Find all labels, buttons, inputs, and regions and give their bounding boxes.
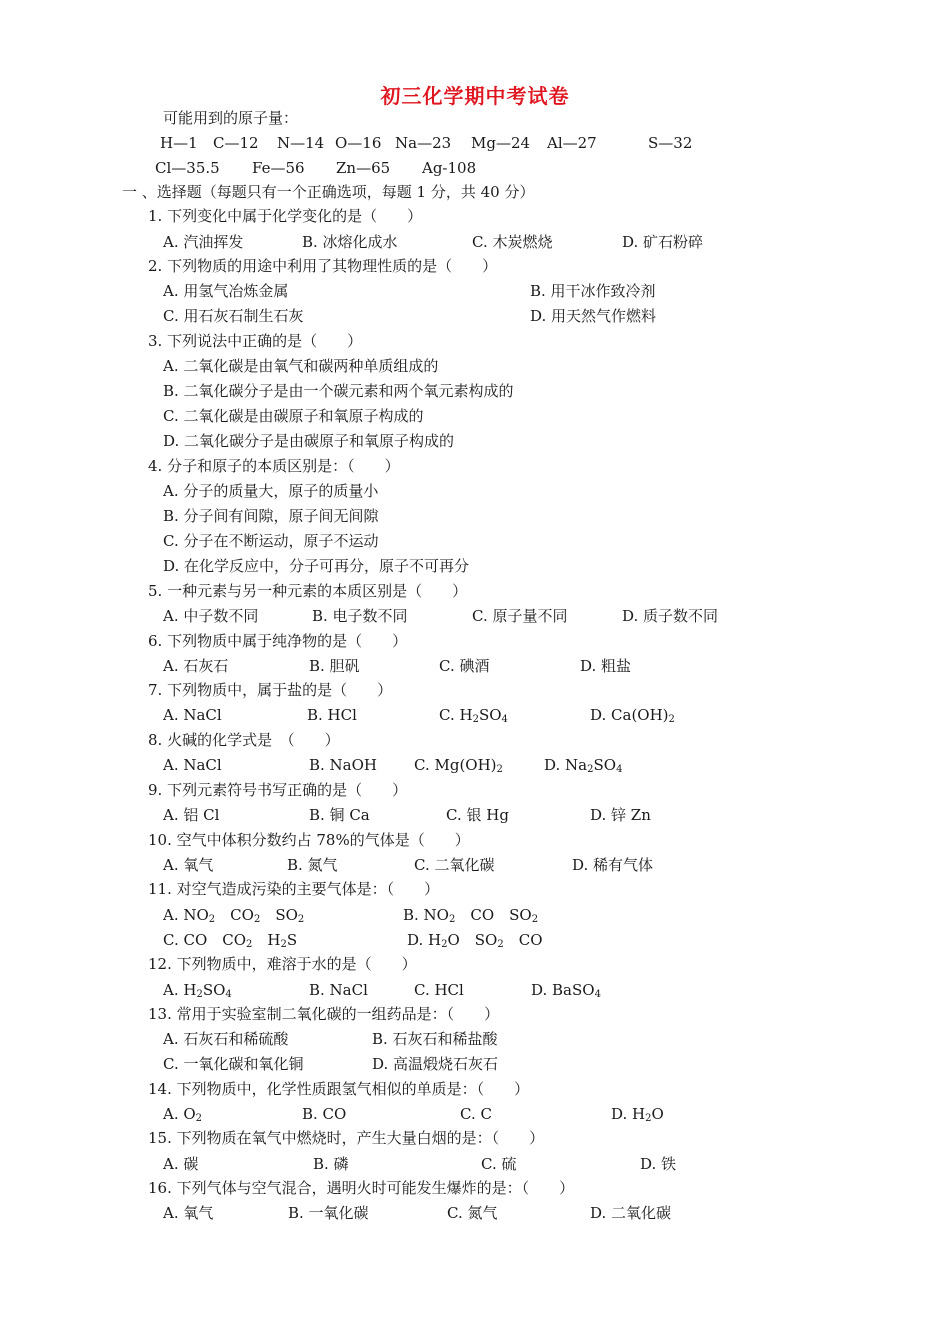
answer-option: A. 石灰石: [163, 657, 229, 675]
answer-option: D. $H_2O$ $SO_2$ CO: [407, 931, 543, 950]
question-stem: 12. 下列物质中，难溶于水的是（ ）: [148, 955, 417, 973]
answer-option: D. $H_2O$: [611, 1105, 664, 1124]
answer-option: B. $NO_2$ CO $SO_2$: [403, 906, 539, 925]
answer-option: C. 木炭燃烧: [472, 233, 553, 251]
answer-option: B. 冰熔化成水: [302, 233, 398, 251]
question-stem: 4. 分子和原子的本质区别是：（ ）: [148, 457, 400, 475]
answer-option: D. 矿石粉碎: [622, 233, 704, 251]
atomic-mass: Cl—35.5: [155, 159, 220, 177]
answer-option: A. 氧气: [163, 1204, 214, 1222]
question-stem: 5. 一种元素与另一种元素的本质区别是（ ）: [148, 582, 468, 600]
answer-option: C. 硫: [481, 1155, 517, 1173]
answer-option: A. $H_2SO_4$: [163, 981, 232, 1000]
answer-option: A. 用氢气冶炼金属: [163, 282, 289, 300]
atomic-mass: N—14: [277, 134, 325, 152]
answer-option: D. 质子数不同: [622, 607, 719, 625]
answer-option: A. 分子的质量大，原子的质量小: [163, 482, 379, 500]
answer-option: B. 用干冰作致冷剂: [530, 282, 656, 300]
answer-option: D. 二氧化碳: [590, 1204, 672, 1222]
question-stem: 2. 下列物质的用途中利用了其物理性质的是（ ）: [148, 257, 498, 275]
question-stem: 3. 下列说法中正确的是（ ）: [148, 332, 363, 350]
answer-option: C. $H_2SO_4$: [439, 706, 508, 725]
question-stem: 9. 下列元素符号书写正确的是（ ）: [148, 781, 408, 799]
question-stem: 10. 空气中体积分数约占 78%的气体是（ ）: [148, 831, 470, 849]
answer-option: C. 银 Hg: [446, 806, 509, 824]
atomic-mass: Al—27: [547, 134, 597, 152]
page-title: 初三化学期中考试卷: [380, 84, 570, 108]
answer-option: B. CO: [302, 1105, 347, 1123]
answer-option: B. 一氧化碳: [288, 1204, 369, 1222]
answer-option: D. 锌 Zn: [590, 806, 651, 824]
atomic-mass: S—32: [648, 134, 693, 152]
answer-option: A. NaCl: [163, 756, 222, 774]
atomic-mass: O—16: [335, 134, 382, 152]
answer-option: A. 汽油挥发: [163, 233, 244, 251]
answer-option: A. 石灰石和稀硫酸: [163, 1030, 289, 1048]
atomic-mass: Na—23: [395, 134, 452, 152]
answer-option: A. 二氧化碳是由氧气和碳两种单质组成的: [163, 357, 439, 375]
answer-option: C. HCl: [414, 981, 464, 999]
answer-option: B. NaCl: [309, 981, 368, 999]
question-stem: 7. 下列物质中，属于盐的是（ ）: [148, 681, 393, 699]
answer-option: C. CO $CO_2$ $H_2S$: [163, 931, 298, 950]
answer-option: C. $Mg(OH)_2$: [414, 756, 503, 775]
atomic-mass: Ag-108: [422, 159, 477, 177]
answer-option: D. $Na_2SO_4$: [544, 756, 623, 775]
answer-option: A. NaCl: [163, 706, 222, 724]
atomic-mass: Mg—24: [471, 134, 531, 152]
answer-option: D. 二氧化碳分子是由碳原子和氧原子构成的: [163, 432, 455, 450]
answer-option: B. 磷: [313, 1155, 349, 1173]
atomic-mass: H—1: [160, 134, 198, 152]
answer-option: D. $Ca(OH)_2$: [590, 706, 675, 725]
answer-option: B. NaOH: [309, 756, 378, 774]
question-stem: 15. 下列物质在氧气中燃烧时，产生大量白烟的是：（ ）: [148, 1129, 545, 1147]
answer-option: B. 石灰石和稀盐酸: [372, 1030, 498, 1048]
section-heading: 一 、选择题（每题只有一个正确选项，每题 1 分，共 40 分）: [122, 183, 535, 201]
question-stem: 6. 下列物质中属于纯净物的是（ ）: [148, 632, 408, 650]
atomic-mass: C—12: [213, 134, 259, 152]
answer-option: D. 高温煅烧石灰石: [372, 1055, 499, 1073]
answer-option: B. 铜 Ca: [309, 806, 370, 824]
answer-option: C. 二氧化碳是由碳原子和氧原子构成的: [163, 407, 424, 425]
answer-option: A. 碳: [163, 1155, 199, 1173]
answer-option: D. 用天然气作燃料: [530, 307, 657, 325]
answer-option: C. 用石灰石制生石灰: [163, 307, 304, 325]
answer-option: B. 电子数不同: [312, 607, 408, 625]
answer-option: C. 一氧化碳和氧化铜: [163, 1055, 304, 1073]
question-stem: 11. 对空气造成污染的主要气体是：（ ）: [148, 880, 440, 898]
answer-option: A. 氧气: [163, 856, 214, 874]
masses-label: 可能用到的原子量：: [163, 109, 299, 127]
question-stem: 13. 常用于实验室制二氧化碳的一组药品是：（ ）: [148, 1005, 500, 1023]
answer-option: B. 氮气: [287, 856, 338, 874]
answer-option: A. 铝 Cl: [163, 806, 220, 824]
answer-option: C. 分子在不断运动，原子不运动: [163, 532, 379, 550]
answer-option: A. 中子数不同: [163, 607, 259, 625]
answer-option: A. $NO_2$ $CO_2$ $SO_2$: [163, 906, 305, 925]
answer-option: D. 稀有气体: [572, 856, 654, 874]
question-stem: 1. 下列变化中属于化学变化的是（ ）: [148, 207, 423, 225]
answer-option: C. 碘酒: [439, 657, 490, 675]
answer-option: C. 原子量不同: [472, 607, 568, 625]
answer-option: A. $O_2$: [163, 1105, 203, 1124]
answer-option: B. HCl: [307, 706, 357, 724]
question-stem: 14. 下列物质中，化学性质跟氢气相似的单质是：（ ）: [148, 1080, 530, 1098]
answer-option: B. 分子间有间隙，原子间无间隙: [163, 507, 379, 525]
atomic-mass: Zn—65: [336, 159, 391, 177]
answer-option: C. 氮气: [447, 1204, 498, 1222]
answer-option: B. 二氧化碳分子是由一个碳元素和两个氧元素构成的: [163, 382, 514, 400]
answer-option: D. BaSO$_4$: [531, 981, 601, 1000]
answer-option: D. 粗盐: [580, 657, 632, 675]
answer-option: D. 铁: [640, 1155, 677, 1173]
answer-option: D. 在化学反应中，分子可再分，原子不可再分: [163, 557, 470, 575]
answer-option: C. C: [460, 1105, 492, 1123]
question-stem: 16. 下列气体与空气混合，遇明火时可能发生爆炸的是：（ ）: [148, 1179, 575, 1197]
answer-option: C. 二氧化碳: [414, 856, 495, 874]
answer-option: B. 胆矾: [309, 657, 360, 675]
atomic-mass: Fe—56: [252, 159, 305, 177]
question-stem: 8. 火碱的化学式是 （ ）: [148, 731, 340, 749]
